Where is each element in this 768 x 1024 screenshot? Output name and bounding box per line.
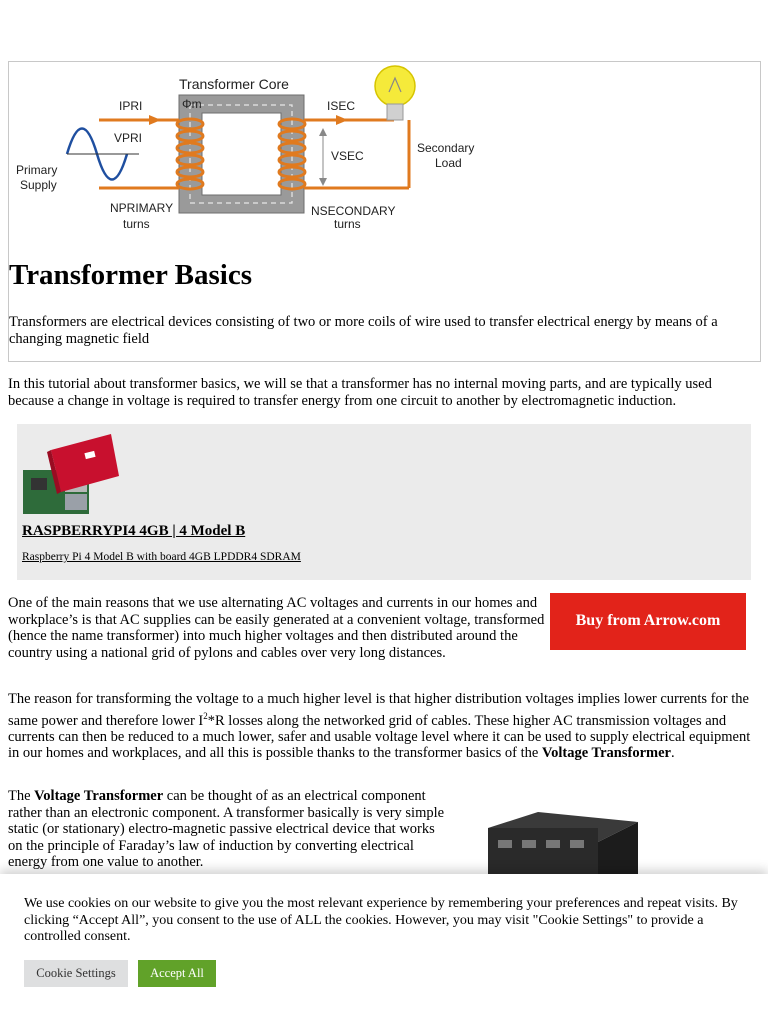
raspberry-pi-product-image <box>21 430 121 520</box>
secondary-load-label-2: Load <box>435 156 462 170</box>
voltage-transformer-image <box>478 808 648 874</box>
intro-box <box>8 61 761 362</box>
paragraph-3: The reason for transforming the voltage to a much higher level is that higher distribution voltages implies lower currents for the same power and therefore lower $I^2*R$ losses along the networked grid of cables. These higher AC transmission voltages and currents can then be reduced to a much lower, safer and usable voltage level where it can be used to supply electrical equipment in our homes and workplaces, and all this is possible thanks to the transformer basics of the Voltage Transformer. <box>8 691 751 762</box>
paragraph-1: In this tutorial about transformer basics, we will se that a transformer has no internal moving parts, and are typically used because a change in voltage is required to transfer energy from one circuit to another by electromagnetic induction. <box>8 376 712 409</box>
product-ad[interactable] <box>17 424 751 580</box>
paragraph-2: One of the main reasons that we use alternating AC voltages and currents in our homes and workplace’s is that AC supplies can be easily generated at a convenient voltage, transformed (hence the name transformer) into much higher voltages and then distributed around the country using a national grid of pylons and cables over very long distances. <box>8 595 545 661</box>
i-pri-label: IPRI <box>119 99 143 113</box>
core-label: Transformer Core <box>179 76 289 92</box>
transformer-diagram <box>9 62 509 242</box>
cookie-banner <box>0 874 768 1024</box>
accept-all-button[interactable]: Accept All <box>138 960 216 987</box>
cookie-text: We use cookies on our website to give you the most relevant experience by remembering your preferences and repeat visits. By clicking “Accept All”, you consent to the use of ALL the cookies. However, you may visit "Cookie Settings" to provide a controlled consent. <box>24 896 738 944</box>
flux-label: Φm <box>182 97 202 111</box>
n-primary-turns: turns <box>123 217 150 231</box>
buy-from-arrow-button[interactable]: Buy from Arrow.com <box>550 593 746 650</box>
secondary-load-label: Secondary <box>417 141 475 155</box>
i-sec-label: ISEC <box>327 99 356 113</box>
n-secondary-label: NSECONDARY <box>311 204 396 218</box>
paragraph-4: The Voltage Transformer can be thought of as an electrical component rather than an electronic component. A transformer basically is very simple static (or stationary) electro-magnetic passive electrical device that works on the principle of Faraday’s law of induction by converting electrical energy from one value to another. <box>8 788 445 870</box>
n-secondary-turns: turns <box>334 217 361 231</box>
cookie-settings-button[interactable]: Cookie Settings <box>24 960 128 987</box>
v-sec-label: VSEC <box>331 149 364 163</box>
v-pri-label: VPRI <box>114 131 143 145</box>
intro-text: Transformers are electrical devices consisting of two or more coils of wire used to transfer electrical energy by means of a changing magnetic field <box>9 314 718 347</box>
ad-description-link[interactable]: Raspberry Pi 4 Model B with board 4GB LPDDR4 SDRAM <box>22 551 301 563</box>
primary-supply-label-2: Supply <box>20 178 57 192</box>
n-primary-label: NPRIMARY <box>110 201 174 215</box>
page-title: Transformer Basics <box>9 259 252 291</box>
primary-supply-label: Primary <box>16 163 58 177</box>
light-bulb-icon <box>375 66 415 120</box>
ad-title-link[interactable]: RASPBERRYPI4 4GB | 4 Model B <box>22 523 246 539</box>
